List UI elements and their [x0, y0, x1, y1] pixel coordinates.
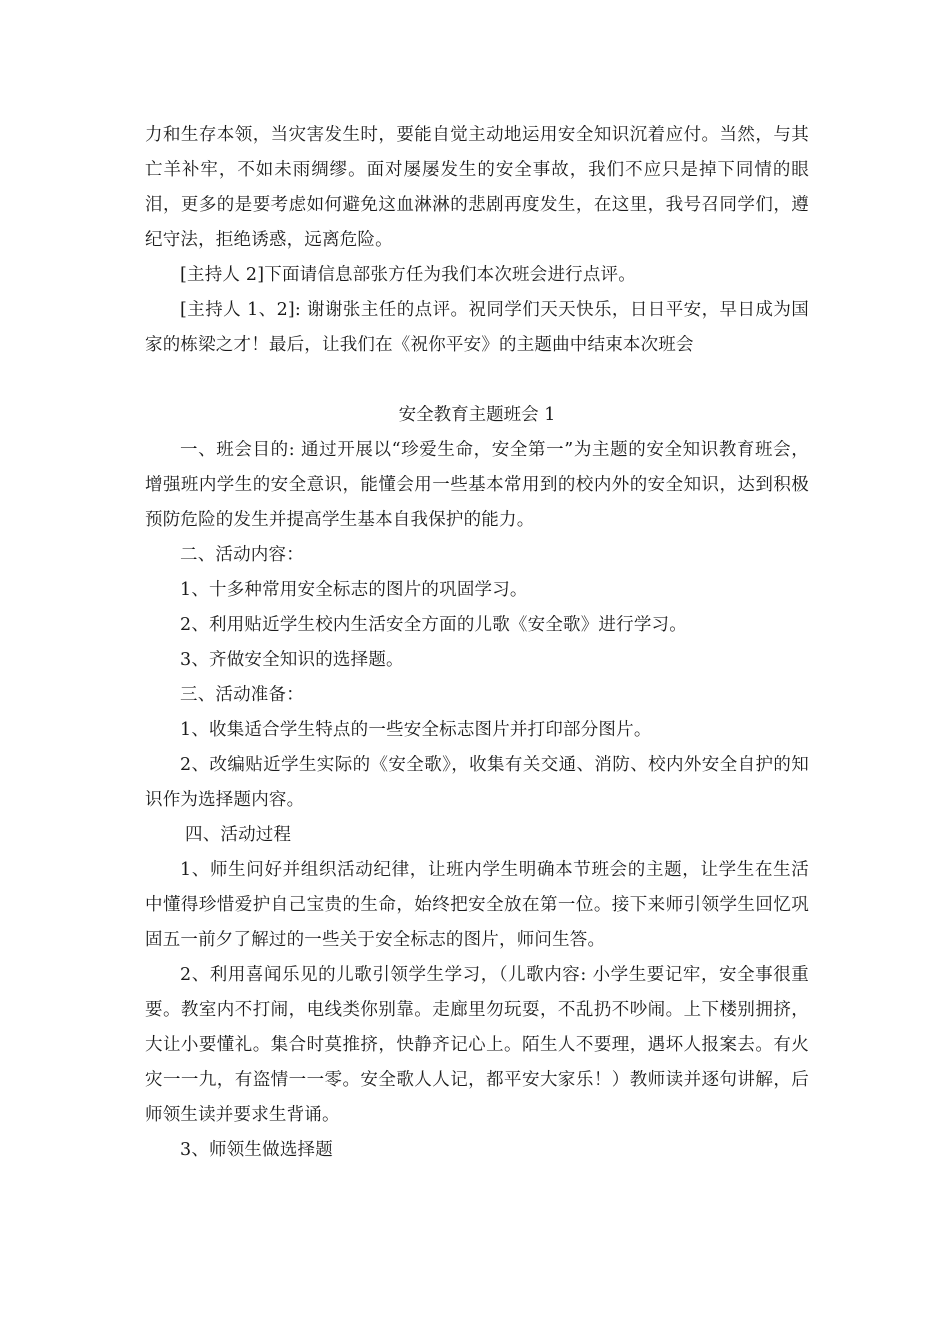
- heading-process: 四、活动过程: [185, 825, 292, 845]
- list-item: 3、齐做安全知识的选择题。: [180, 650, 404, 670]
- list-item: 2、改编贴近学生实际的《安全歌》，收集有关交通、消防、校内外安全自护的知识作为选择题内容。: [145, 755, 809, 810]
- paragraph-host12: [主持人 1、2]: 谢谢张主任的点评。祝同学们天天快乐，日日平安，早日成为国家的栋梁之才！最后，让我们在《祝你平安》的主题曲中结束本次班会: [145, 300, 809, 355]
- heading-content: 二、活动内容：: [180, 545, 304, 565]
- list-item: 2、利用喜闻乐见的儿歌引领学生学习，（儿歌内容: 小学生要记牢，安全事很重要。教室内不打闹，电线类你别靠。走廊里勿玩耍，不乱扔不吵闹。上下楼别拥挤，大让小要懂礼。集合时莫推挤，快静齐记心上。陌生人不要理，遇坏人报案去。有火灾一一九，有盗情一一零。安全歌人人记，都平安大家乐！）教师读并逐句讲解，后师领生读并要求生背诵。: [145, 965, 809, 1125]
- list-item: 3、师领生做选择题: [180, 1140, 333, 1160]
- paragraph-purpose: 一、班会目的: 通过开展以“珍爱生命，安全第一”为主题的安全知识教育班会，增强班内学生的安全意识，能懂会用一些基本常用到的校内外的安全知识，达到积极预防危险的发生并提高学生基本自我保护的能力。: [145, 440, 809, 530]
- list-item: 1、十多种常用安全标志的图片的巩固学习。: [180, 580, 528, 600]
- section-title: 安全教育主题班会 1: [398, 405, 556, 425]
- list-item: 1、收集适合学生特点的一些安全标志图片并打印部分图片。: [180, 720, 652, 740]
- paragraph-host2: [主持人 2]下面请信息部张方任为我们本次班会进行点评。: [180, 265, 636, 285]
- list-item: 2、利用贴近学生校内生活安全方面的儿歌《安全歌》进行学习。: [180, 615, 687, 635]
- document-page: [145, 118, 809, 1168]
- heading-preparation: 三、活动准备：: [180, 685, 304, 705]
- list-item: 1、师生问好并组织活动纪律，让班内学生明确本节班会的主题，让学生在生活中懂得珍惜爱护自己宝贵的生命，始终把安全放在第一位。接下来师引领学生回忆巩固五一前夕了解过的一些关于安全标志的图片，师问生答。: [145, 860, 809, 950]
- paragraph-continuation: 力和生存本领，当灾害发生时，要能自觉主动地运用安全知识沉着应付。当然，与其亡羊补牢，不如未雨绸缪。面对屡屡发生的安全事故，我们不应只是掉下同情的眼泪，更多的是要考虑如何避免这血淋淋的悲剧再度发生，在这里，我号召同学们，遵纪守法，拒绝诱惑，远离危险。: [145, 125, 809, 250]
